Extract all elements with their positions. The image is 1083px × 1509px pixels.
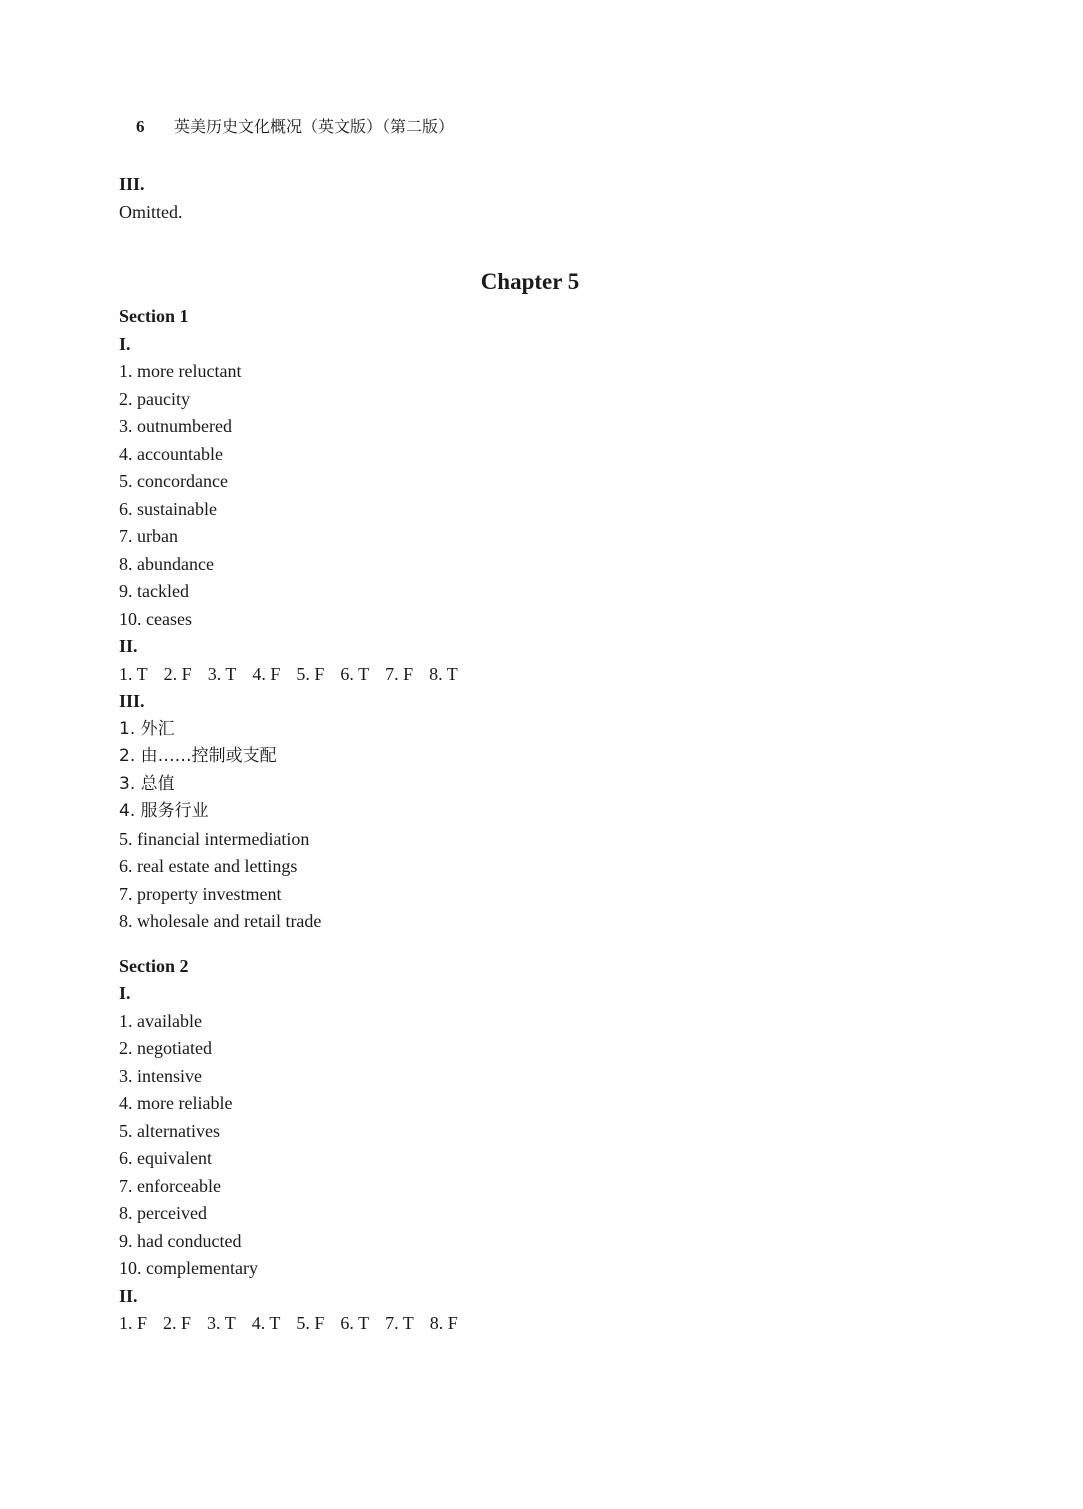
list-item: 2. negotiated bbox=[119, 1038, 212, 1058]
tf-answer: 6. T bbox=[340, 663, 370, 684]
tf-answer: 7. T bbox=[385, 1313, 414, 1333]
list-item: 5. concordance bbox=[119, 471, 228, 491]
tf-answer: 1. F bbox=[119, 1313, 148, 1333]
list-item: 4. more reliable bbox=[119, 1093, 233, 1113]
true-false-answers bbox=[119, 661, 979, 689]
list-item: 10. ceases bbox=[119, 608, 192, 629]
list-item: 8. abundance bbox=[119, 553, 214, 574]
list-item: 5. alternatives bbox=[119, 1120, 220, 1141]
tf-answer: 5. F bbox=[296, 663, 325, 684]
part-heading: III. bbox=[119, 691, 145, 711]
part-heading: II. bbox=[119, 1285, 138, 1306]
chapter-title: Chapter 5 bbox=[480, 269, 580, 294]
book-title: 英美历史文化概况（英文版）（第二版） bbox=[174, 117, 455, 136]
list-item: 2. paucity bbox=[119, 388, 190, 409]
list-item: 1. more reluctant bbox=[119, 361, 242, 381]
tf-answer: 3. T bbox=[207, 1313, 236, 1333]
section-title: Section 2 bbox=[119, 955, 189, 976]
answer-list bbox=[119, 1008, 979, 1283]
list-item: 4. accountable bbox=[119, 443, 223, 464]
part-heading: I. bbox=[119, 983, 131, 1003]
tf-answer: 2. F bbox=[163, 663, 192, 684]
list-item: 7. enforceable bbox=[119, 1175, 221, 1196]
list-item: 7. urban bbox=[119, 526, 178, 546]
section-2 bbox=[119, 953, 979, 1338]
tf-answer: 4. F bbox=[252, 663, 281, 684]
list-item: 8. wholesale and retail trade bbox=[119, 911, 322, 931]
tf-answer: 2. F bbox=[163, 1313, 192, 1333]
tf-answer: 7. F bbox=[385, 663, 414, 684]
part-heading: II. bbox=[119, 636, 138, 656]
list-item: 3. outnumbered bbox=[119, 416, 232, 436]
list-item: 6. sustainable bbox=[119, 498, 217, 519]
tf-answer: 8. F bbox=[429, 1313, 458, 1333]
part-heading: I. bbox=[119, 333, 131, 354]
page-header bbox=[136, 113, 454, 141]
section-1 bbox=[119, 303, 979, 936]
tf-answer: 3. T bbox=[207, 663, 237, 684]
list-item: 4. 服务行业 bbox=[119, 801, 209, 821]
prev-part-text: Omitted. bbox=[119, 201, 183, 222]
list-item: 1. 外汇 bbox=[119, 718, 175, 739]
list-item: 6. equivalent bbox=[119, 1148, 212, 1168]
true-false-answers bbox=[119, 1310, 979, 1338]
prev-part-heading: III. bbox=[119, 174, 145, 194]
list-item: 5. financial intermediation bbox=[119, 828, 310, 849]
list-item: 6. real estate and lettings bbox=[119, 856, 298, 876]
tf-answer: 5. F bbox=[296, 1313, 325, 1333]
answer-list bbox=[119, 358, 979, 633]
list-item: 2. 由……控制或支配 bbox=[119, 746, 277, 766]
tf-answer: 4. T bbox=[251, 1313, 281, 1333]
translation-list bbox=[119, 716, 979, 936]
list-item: 8. perceived bbox=[119, 1203, 207, 1223]
tf-answer: 6. T bbox=[340, 1313, 370, 1333]
list-item: 1. available bbox=[119, 1010, 202, 1031]
page-content bbox=[119, 171, 979, 1338]
list-item: 10. complementary bbox=[119, 1258, 258, 1278]
page-number: 6 bbox=[136, 117, 145, 136]
list-item: 9. had conducted bbox=[119, 1230, 242, 1251]
list-item: 7. property investment bbox=[119, 883, 282, 904]
section-title: Section 1 bbox=[119, 306, 189, 326]
list-item: 9. tackled bbox=[119, 581, 189, 601]
tf-answer: 1. T bbox=[119, 663, 148, 684]
list-item: 3. intensive bbox=[119, 1065, 202, 1086]
list-item: 3. 总值 bbox=[119, 773, 175, 794]
tf-answer: 8. T bbox=[429, 663, 458, 684]
